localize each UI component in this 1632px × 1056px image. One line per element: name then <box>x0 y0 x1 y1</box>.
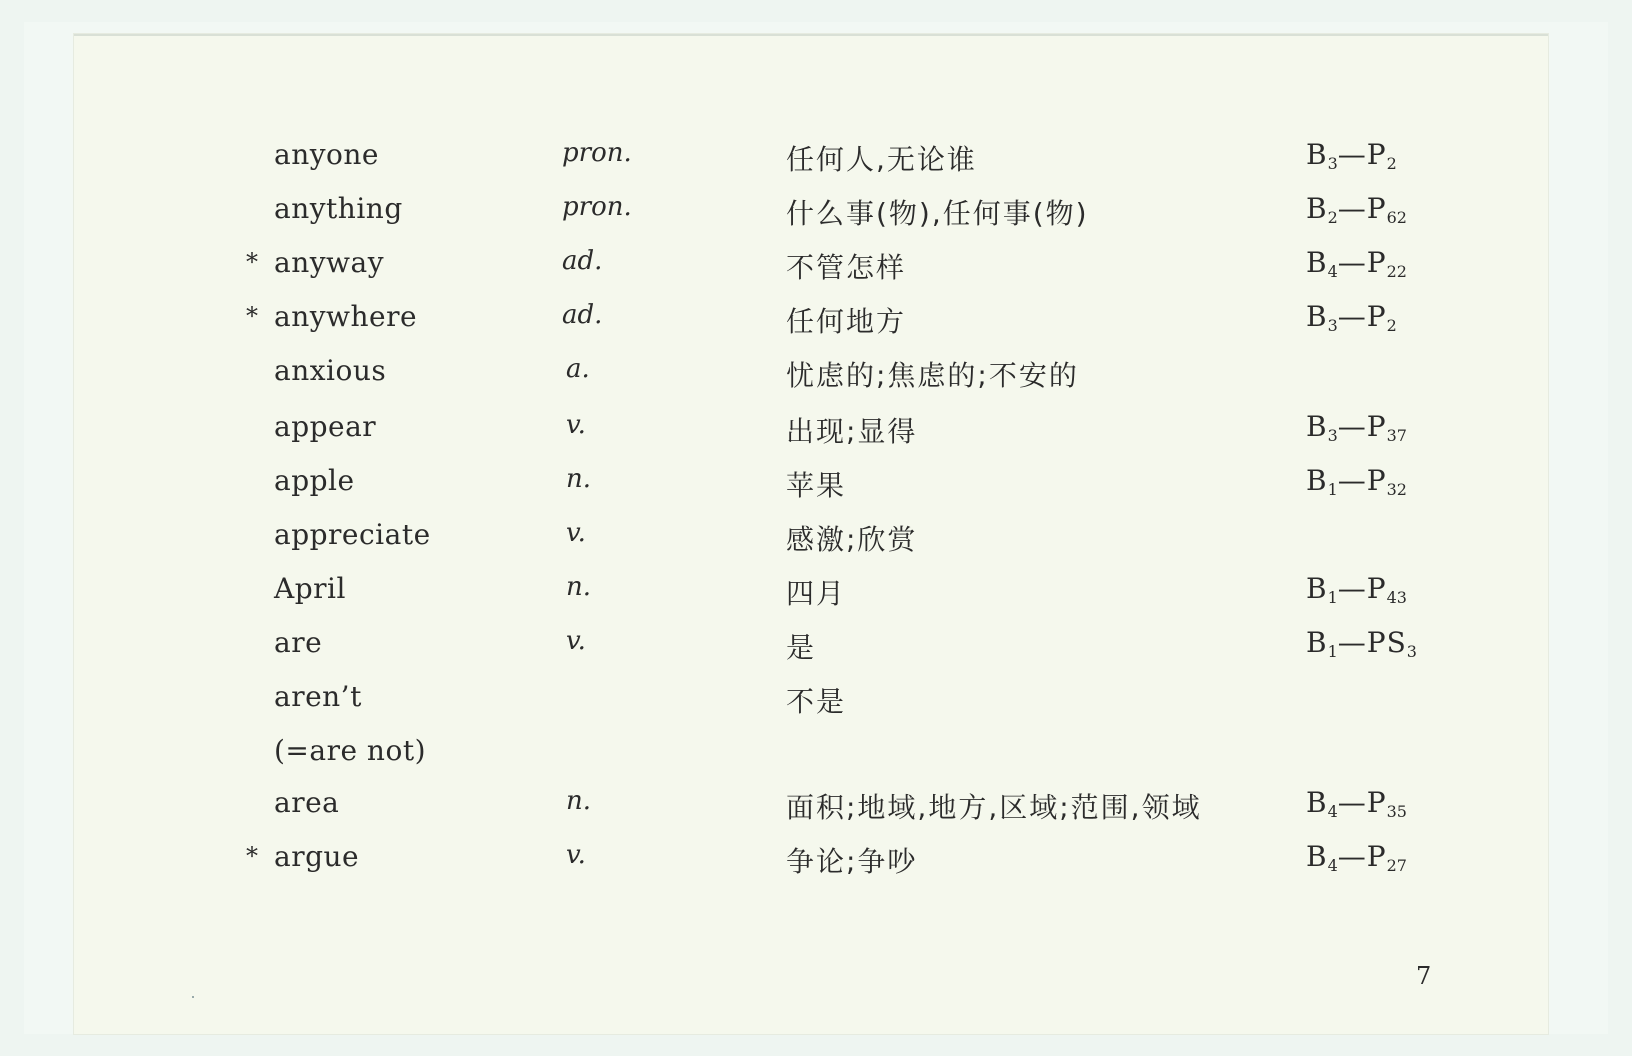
entry-word: anyone <box>274 138 380 171</box>
ref-book-number: 4 <box>1327 802 1338 821</box>
ref-dash: — <box>1337 572 1367 605</box>
entry-reference <box>1306 138 1397 173</box>
entry-meaning: 是 <box>786 631 817 664</box>
entry-reference <box>1306 410 1407 445</box>
ref-book-number: 3 <box>1327 316 1338 335</box>
ref-page: P <box>1366 192 1387 225</box>
ref-dash: — <box>1337 300 1367 333</box>
ref-dash: — <box>1337 626 1367 659</box>
entry-word: apple <box>274 464 355 497</box>
entry-word: April <box>274 572 346 605</box>
ref-page: P <box>1366 138 1387 171</box>
entry-part-of-speech: v. <box>566 410 586 440</box>
ref-book: B <box>1306 840 1328 873</box>
ref-page: P <box>1366 300 1387 333</box>
entry-meaning: 任何地方 <box>786 305 907 338</box>
ref-book: B <box>1306 572 1328 605</box>
vocab-entry <box>74 626 1548 666</box>
entry-meaning: 感激;欣赏 <box>786 523 918 556</box>
entry-word: anxious <box>274 354 387 387</box>
vocab-entry <box>74 518 1548 558</box>
entry-part-of-speech: n. <box>566 786 592 816</box>
ref-page-number: 37 <box>1386 426 1407 445</box>
ref-page: P <box>1366 246 1387 279</box>
vocab-entry <box>74 464 1548 504</box>
entry-part-of-speech: v. <box>566 518 586 548</box>
entry-reference <box>1306 840 1407 875</box>
entry-word: appreciate <box>274 518 431 551</box>
ref-page-number: 27 <box>1386 856 1407 875</box>
entry-marker: * <box>246 302 258 330</box>
entry-part-of-speech: pron. <box>562 192 632 222</box>
entry-part-of-speech: pron. <box>562 138 632 168</box>
entry-word: appear <box>274 410 377 443</box>
ref-page: P <box>1366 572 1387 605</box>
vocab-entry <box>74 138 1548 178</box>
vocab-entry <box>74 840 1548 880</box>
scan-speck <box>192 996 194 998</box>
entry-word: argue <box>274 840 360 873</box>
ref-dash: — <box>1337 246 1367 279</box>
ref-book: B <box>1306 300 1328 333</box>
ref-page-number: 62 <box>1386 208 1407 227</box>
ref-page-number: 43 <box>1386 588 1407 607</box>
ref-page-number: 2 <box>1386 316 1397 335</box>
ref-book: B <box>1306 192 1328 225</box>
ref-dash: — <box>1337 786 1367 819</box>
entry-word: anything <box>274 192 403 225</box>
entry-reference <box>1306 464 1407 499</box>
entry-meaning: 四月 <box>786 577 847 610</box>
vocab-entry <box>74 786 1548 826</box>
ref-page: PS <box>1366 626 1407 659</box>
ref-book-number: 1 <box>1327 588 1338 607</box>
ref-page: P <box>1366 464 1387 497</box>
entry-reference <box>1306 572 1407 607</box>
vocab-entry <box>74 354 1548 394</box>
vocab-entry <box>74 300 1548 340</box>
ref-book-number: 3 <box>1327 426 1338 445</box>
vocab-entry <box>74 680 1548 720</box>
entry-reference <box>1306 300 1397 335</box>
ref-page-number: 32 <box>1386 480 1407 499</box>
dictionary-page <box>74 34 1548 1034</box>
ref-book: B <box>1306 786 1328 819</box>
ref-book-number: 1 <box>1327 642 1338 661</box>
ref-dash: — <box>1337 192 1367 225</box>
ref-book: B <box>1306 138 1328 171</box>
entry-part-of-speech: v. <box>566 840 586 870</box>
entry-meaning: 任何人,无论谁 <box>786 143 977 176</box>
page-edge <box>74 34 1548 36</box>
entry-meaning: 出现;显得 <box>786 415 918 448</box>
entry-reference <box>1306 626 1417 661</box>
entry-word: (=are not) <box>274 734 426 767</box>
entry-part-of-speech: v. <box>566 626 586 656</box>
ref-dash: — <box>1337 840 1367 873</box>
entry-part-of-speech: a. <box>566 354 590 384</box>
entry-part-of-speech: ad. <box>562 300 603 330</box>
vocab-entry <box>74 572 1548 612</box>
entry-word: aren’t <box>274 680 362 713</box>
entry-part-of-speech: n. <box>566 464 592 494</box>
entry-meaning: 面积;地域,地方,区域;范围,领域 <box>786 791 1202 824</box>
vocab-entry <box>74 246 1548 286</box>
ref-book-number: 1 <box>1327 480 1338 499</box>
ref-book-number: 2 <box>1327 208 1338 227</box>
ref-book: B <box>1306 626 1328 659</box>
ref-page-number: 3 <box>1406 642 1417 661</box>
entry-meaning: 不是 <box>786 685 847 718</box>
entry-marker: * <box>246 248 258 276</box>
entry-reference <box>1306 192 1407 227</box>
ref-book-number: 3 <box>1327 154 1338 173</box>
entry-word: anywhere <box>274 300 418 333</box>
ref-dash: — <box>1337 138 1367 171</box>
entry-meaning: 不管怎样 <box>786 251 907 284</box>
entry-word: anyway <box>274 246 385 279</box>
ref-book: B <box>1306 464 1328 497</box>
entry-meaning: 苹果 <box>786 469 847 502</box>
entry-word: area <box>274 786 340 819</box>
entry-meaning: 争论;争吵 <box>786 845 918 878</box>
entry-reference <box>1306 246 1407 281</box>
vocab-entry <box>74 410 1548 450</box>
vocab-entry <box>74 734 1548 774</box>
page-number: 7 <box>1416 962 1432 990</box>
ref-page: P <box>1366 840 1387 873</box>
ref-page-number: 2 <box>1386 154 1397 173</box>
entry-meaning: 什么事(物),任何事(物) <box>786 197 1089 230</box>
ref-page: P <box>1366 410 1387 443</box>
ref-dash: — <box>1337 464 1367 497</box>
ref-book-number: 4 <box>1327 856 1338 875</box>
ref-book: B <box>1306 410 1328 443</box>
entry-reference <box>1306 786 1407 821</box>
entry-marker: * <box>246 842 258 870</box>
entry-meaning: 忧虑的;焦虑的;不安的 <box>786 359 1079 392</box>
vocab-entry <box>74 192 1548 232</box>
ref-book: B <box>1306 246 1328 279</box>
entry-word: are <box>274 626 323 659</box>
ref-dash: — <box>1337 410 1367 443</box>
entry-part-of-speech: ad. <box>562 246 603 276</box>
ref-book-number: 4 <box>1327 262 1338 281</box>
ref-page: P <box>1366 786 1387 819</box>
ref-page-number: 22 <box>1386 262 1407 281</box>
ref-page-number: 35 <box>1386 802 1407 821</box>
entry-part-of-speech: n. <box>566 572 592 602</box>
